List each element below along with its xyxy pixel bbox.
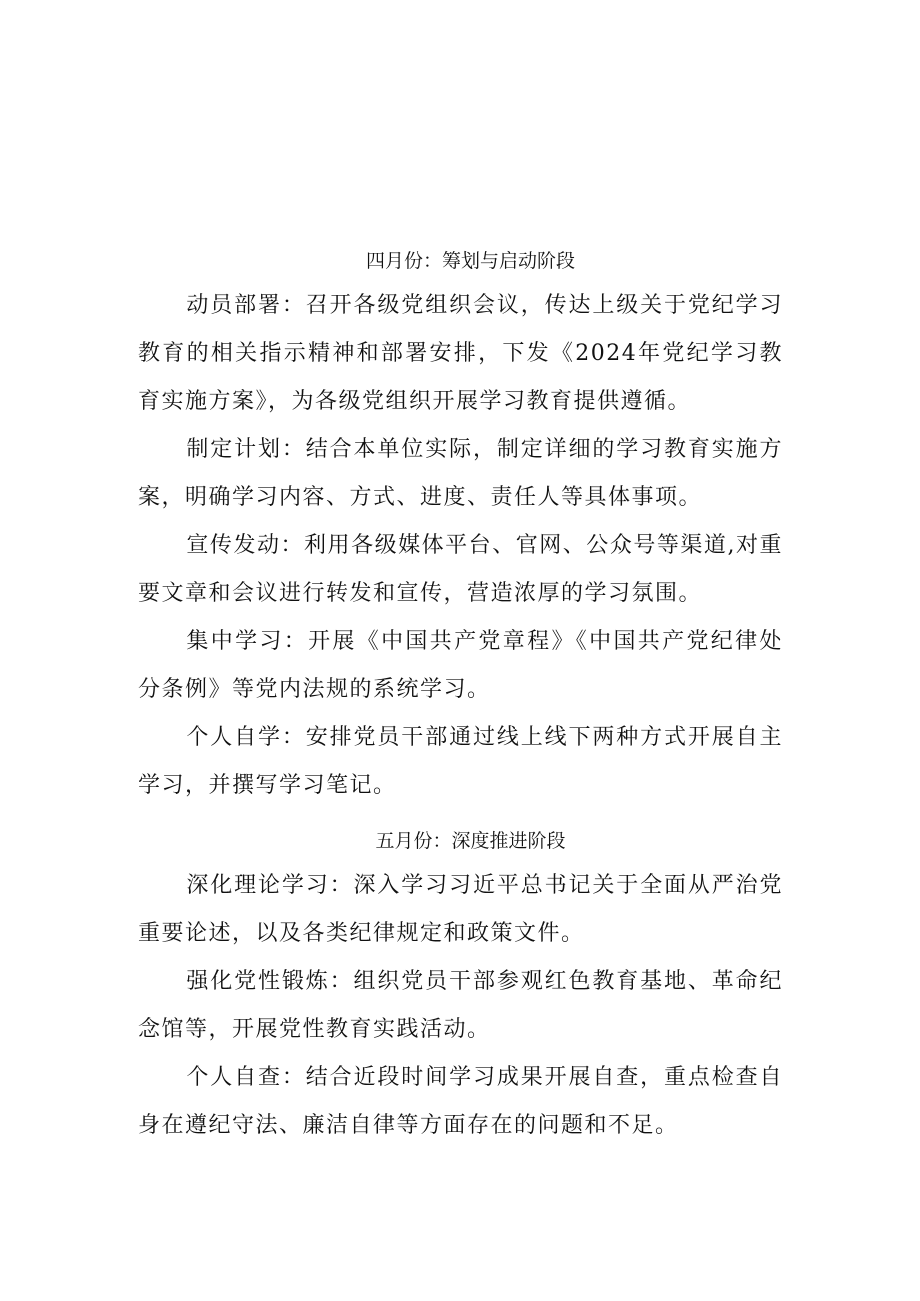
paragraph-self-study — [138, 714, 783, 810]
paragraph-group-study — [138, 618, 783, 714]
paragraph-text: 安排党员干部通过线上线下两种方式开展自主学习，并撰写学习笔记。 — [138, 725, 783, 798]
paragraph-term: 制定计划： — [186, 437, 306, 462]
paragraph-term: 宣传发动： — [186, 533, 305, 558]
paragraph-text: 组织党员干部参观红色教育基地、革命纪念馆等，开展党性教育实践活动。 — [138, 969, 783, 1042]
paragraph-mobilization — [138, 282, 783, 426]
section-title: 四月份：筹划与启动阶段 — [365, 250, 575, 272]
paragraph-term: 强化党性锻炼： — [186, 969, 354, 994]
paragraph-term: 深化理论学习： — [186, 873, 354, 898]
paragraph-text: 结合近段时间学习成果开展自查，重点检查自身在遵纪守法、廉洁自律等方面存在的问题和不足。 — [138, 1065, 783, 1138]
paragraph-publicity — [138, 522, 783, 618]
document-body — [138, 240, 783, 1156]
paragraph-term: 个人自学： — [186, 725, 306, 750]
section-april — [138, 240, 783, 810]
paragraph-text: 深入学习习近平总书记关于全面从严治党重要论述，以及各类纪律规定和政策文件。 — [138, 873, 783, 946]
paragraph-term: 集中学习： — [186, 629, 309, 654]
paragraph-self-check — [138, 1054, 783, 1150]
paragraph-term: 动员部署： — [186, 293, 306, 318]
paragraph-party-training — [138, 958, 783, 1054]
paragraph-theory-study — [138, 862, 783, 958]
paragraph-text: 召开各级党组织会议，传达上级关于党纪学习教育的相关指示精神和部署安排，下发《2024年党纪学习教育实施方案》，为各级党组织开展学习教育提供遵循。 — [138, 293, 783, 414]
section-may — [138, 820, 783, 1150]
paragraph-text: 利用各级媒体平台、官网、公众号等渠道,对重要文章和会议进行转发和宣传，营造浓厚的学习氛围。 — [138, 533, 783, 606]
section-title: 五月份：深度推进阶段 — [375, 830, 566, 852]
paragraph-text: 开展《中国共产党章程》《中国共产党纪律处分条例》等党内法规的系统学习。 — [138, 629, 783, 702]
paragraph-term: 个人自查： — [186, 1065, 306, 1090]
paragraph-text: 结合本单位实际，制定详细的学习教育实施方案，明确学习内容、方式、进度、责任人等具体事项。 — [138, 437, 783, 510]
paragraph-planning — [138, 426, 783, 522]
